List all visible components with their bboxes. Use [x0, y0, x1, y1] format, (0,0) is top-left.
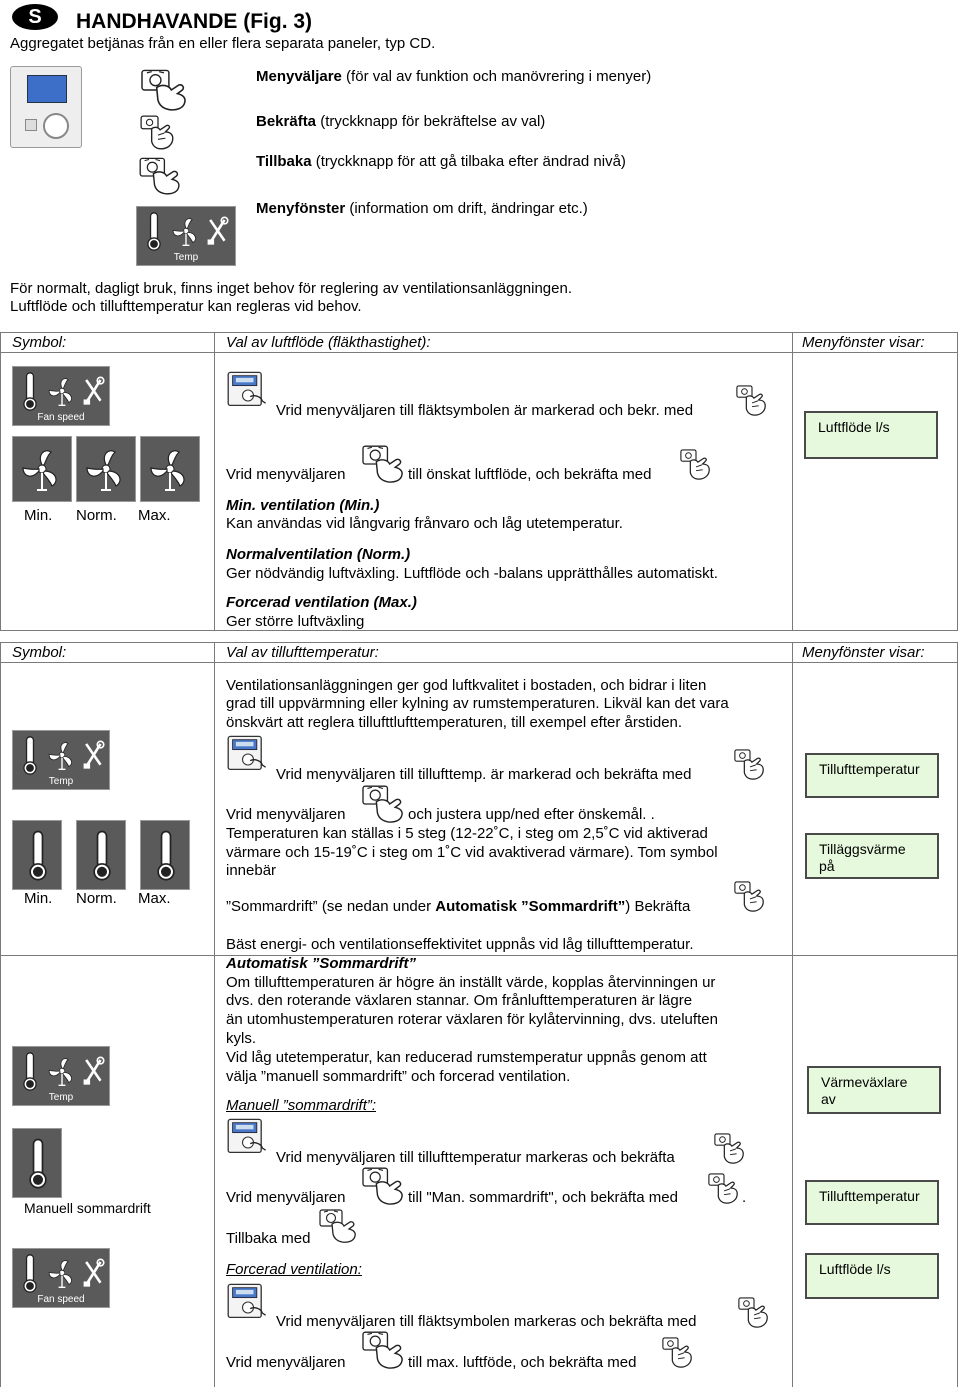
table-rule	[0, 662, 958, 663]
col-display-header: Menyfönster visar:	[802, 644, 925, 661]
thermometer-icon	[21, 827, 55, 883]
fan-icon	[45, 371, 79, 411]
step-text: till "Man. sommardrift", och bekräfta med	[408, 1189, 678, 1206]
panel-button	[25, 119, 37, 131]
panel-icon	[226, 1117, 270, 1157]
min-ventilation-text: Kan användas vid långvarig frånvaro och låg utetemperatur.	[226, 515, 623, 532]
thermometer-icon	[17, 369, 43, 413]
fan-icon	[45, 1253, 79, 1293]
level-label: Max.	[138, 890, 171, 907]
step-text: Vrid menyväljaren till fläktsymbolen markeras och bekräfta med	[276, 1313, 697, 1330]
para-line: grad till uppvärmning eller kylning av rumstemperaturen. Likväl kan det vara	[226, 695, 729, 712]
temp-caption: Temp	[48, 1092, 74, 1103]
control-label: Bekräfta	[256, 113, 317, 130]
step-text: .	[742, 1189, 747, 1206]
country-badge-letter: S	[28, 6, 42, 28]
max-ventilation-title: Forcerad ventilation (Max.)	[226, 594, 417, 611]
control-row-confirm	[256, 113, 545, 131]
summer-text-b: Automatisk ”Sommardrift”	[435, 898, 626, 915]
confirm-hand-icon	[706, 1172, 742, 1206]
summer-text	[226, 898, 690, 916]
auto-summer-line: Om tillufttemperaturen är högre än inställt värde, kopplas återvinningen ur	[226, 974, 716, 991]
panel-knob	[43, 113, 69, 139]
auto-summer-title: Automatisk ”Sommardrift”	[226, 955, 417, 972]
control-desc: (för val av funktion och manövrering i menyer)	[341, 68, 652, 85]
rotary-hand-icon	[360, 1166, 406, 1206]
forced-ventilation-title: Forcerad ventilation:	[226, 1261, 362, 1278]
back-hand-icon	[138, 152, 182, 200]
step-text: till önskat luftflöde, och bekräfta med	[408, 466, 652, 483]
rotary-hand-icon	[360, 784, 406, 824]
confirm-hand-icon	[736, 1296, 772, 1330]
display-text: Luftflöde l/s	[818, 419, 890, 435]
table-rule	[0, 332, 958, 333]
step-text: Temperaturen kan ställas i 5 steg (12-22˚C, i steg om 2,5˚C vid aktiverad	[226, 825, 708, 842]
table-rule	[957, 642, 958, 1387]
fan-norm-icon	[76, 436, 136, 502]
para-line: Ventilationsanläggningen ger god luftkvalitet i bostaden, och bidrar i liten	[226, 677, 707, 694]
table-rule	[0, 630, 958, 631]
panel-icon	[226, 370, 270, 410]
table-rule	[792, 332, 793, 630]
temp-menu-icon	[12, 730, 110, 790]
rotary-hand-icon	[360, 1330, 406, 1370]
thermo-min-icon	[12, 820, 62, 890]
thermometer-icon	[85, 827, 119, 883]
fan-speed-caption: Fan speed	[37, 412, 85, 423]
fan-icon	[17, 441, 67, 497]
norm-ventilation-title: Normalventilation (Norm.)	[226, 546, 411, 563]
menu-window-caption: Temp	[173, 252, 199, 263]
back-text: Tillbaka med	[226, 1230, 311, 1247]
auto-summer-line: Vid låg utetemperatur, kan reducerad rumstemperatur uppnås genom att	[226, 1049, 707, 1066]
fan-speed-menu-icon	[12, 1248, 110, 1308]
table-rule	[214, 332, 215, 630]
panel-icon	[226, 734, 270, 774]
fan-icon	[169, 211, 203, 251]
table-rule	[0, 332, 1, 630]
temp-caption: Temp	[48, 776, 74, 787]
auto-summer-line: än utomhustemperaturen roterar växlaren för kylåtervinning, dvs. uteluften	[226, 1011, 718, 1028]
confirm-hand-icon	[660, 1336, 696, 1370]
rotary-hand-icon	[360, 444, 406, 484]
level-label: Norm.	[76, 890, 117, 907]
manual-summer-icon	[12, 1128, 62, 1198]
step-text: till max. luftföde, och bekräfta med	[408, 1354, 637, 1371]
control-desc: (tryckknapp för bekräftelse av val)	[316, 113, 546, 130]
display-text: Tillufttemperatur	[819, 761, 920, 777]
tools-icon	[205, 213, 231, 249]
summer-text-c: ) Bekräfta	[625, 898, 691, 915]
country-badge	[12, 4, 58, 30]
rotary-hand-icon	[138, 68, 190, 112]
level-label: Min.	[24, 890, 53, 907]
table-rule	[0, 955, 958, 956]
control-panel-image	[10, 66, 82, 148]
panel-icon	[226, 1282, 270, 1322]
page-subtitle: Aggregatet betjänas från en eller flera separata paneler, typ CD.	[10, 35, 436, 52]
confirm-hand-icon	[732, 748, 768, 782]
control-row-back	[256, 153, 626, 171]
best-efficiency-text: Bäst energi- och ventilationseffektivitet uppnås vid låg tillufttemperatur.	[226, 936, 694, 953]
table-rule	[0, 352, 958, 353]
control-desc: (information om drift, ändringar etc.)	[345, 200, 588, 217]
norm-ventilation-text: Ger nödvändig luftväxling. Luftflöde och -balans upprätthålles automatiskt.	[226, 565, 718, 582]
thermo-norm-icon	[76, 820, 126, 890]
thermo-max-icon	[140, 820, 190, 890]
fan-max-icon	[140, 436, 200, 502]
thermometer-icon	[17, 733, 43, 777]
thermometer-icon	[17, 1251, 43, 1295]
page-title: HANDHAVANDE (Fig. 3)	[76, 10, 313, 33]
thermometer-icon	[149, 827, 183, 883]
tools-icon	[81, 1255, 107, 1291]
manual-summer-title: Manuell ”sommardrift”:	[226, 1097, 377, 1114]
step-text: Vrid menyväljaren	[226, 1354, 346, 1371]
col-action-header: Val av tillufttemperatur:	[226, 644, 379, 661]
thermometer-icon	[17, 1049, 43, 1093]
fan-speed-menu-icon	[12, 366, 110, 426]
col-action-header: Val av luftflöde (fläkthastighet):	[226, 334, 431, 351]
intro-line: Luftflöde och tillufttemperatur kan regleras vid behov.	[10, 298, 362, 315]
display-text: Värmeväxlare av	[821, 1074, 908, 1107]
level-label: Max.	[138, 507, 171, 524]
auto-summer-line: dvs. den roterande växlaren stannar. Om frånlufttemperaturen är lägre	[226, 992, 693, 1009]
min-ventilation-title: Min. ventilation (Min.)	[226, 497, 380, 514]
panel-display	[27, 75, 67, 103]
step-text: Vrid menyväljaren	[226, 1189, 346, 1206]
temp-menu-icon	[12, 1046, 110, 1106]
display-supply-temp	[805, 753, 939, 798]
display-heat-exchanger-off	[807, 1066, 941, 1114]
tools-icon	[81, 1053, 107, 1089]
fan-icon	[81, 441, 131, 497]
auto-summer-line: kyls.	[226, 1030, 256, 1047]
level-label: Min.	[24, 507, 53, 524]
intro-line: För normalt, dagligt bruk, finns inget behov för reglering av ventilationsanläggningen.	[10, 280, 573, 297]
back-hand-icon	[318, 1206, 358, 1246]
confirm-hand-icon	[138, 114, 178, 152]
confirm-hand-icon	[732, 880, 768, 914]
table-rule	[0, 642, 958, 643]
step-text: Vrid menyväljaren till fläktsymbolen är markerad och bekr. med	[276, 402, 694, 419]
step-text: värmare och 15-19˚C i steg om 1˚C vid avaktiverad värmare). Tom symbol	[226, 844, 718, 861]
step-text: innebär	[226, 862, 277, 879]
table-rule	[957, 332, 958, 630]
thermometer-icon	[141, 209, 167, 253]
display-airflow	[805, 1253, 939, 1299]
display-text: Tillufttemperatur	[819, 1188, 920, 1204]
col-display-header: Menyfönster visar:	[802, 334, 925, 351]
confirm-hand-icon	[678, 448, 714, 482]
menu-window-icon	[136, 206, 236, 266]
manual-summer-label: Manuell sommardrift	[24, 1200, 151, 1216]
confirm-hand-icon	[712, 1132, 748, 1166]
control-row-selector	[256, 68, 651, 86]
fan-icon	[45, 1051, 79, 1091]
display-supply-temp	[805, 1180, 939, 1225]
control-label: Menyfönster	[256, 200, 346, 217]
fan-min-icon	[12, 436, 72, 502]
display-text: Luftflöde l/s	[819, 1261, 891, 1277]
summer-text-a: ”Sommardrift” (se nedan under	[226, 898, 436, 915]
auto-summer-line: välja ”manuell sommardrift” och forcerad ventilation.	[226, 1068, 571, 1085]
level-label: Norm.	[76, 507, 117, 524]
table-rule	[792, 642, 793, 1387]
display-extra-heat	[805, 833, 939, 879]
fan-icon	[145, 441, 195, 497]
thermometer-icon	[21, 1135, 55, 1191]
table-rule	[0, 642, 1, 1387]
control-label: Tillbaka	[256, 153, 312, 170]
control-row-window	[256, 200, 588, 218]
step-text: Vrid menyväljaren till tillufttemp. är markerad och bekräfta med	[276, 766, 692, 783]
tools-icon	[81, 737, 107, 773]
fan-speed-caption: Fan speed	[37, 1294, 85, 1305]
control-desc: (tryckknapp för att gå tilbaka efter ändrad nivå)	[311, 153, 626, 170]
para-line: önskvärt att reglera tillufttlufttemperaturen, till exempel efter årstiden.	[226, 714, 683, 731]
col-symbol-header: Symbol:	[12, 644, 67, 661]
control-label: Menyväljare	[256, 68, 342, 85]
tools-icon	[81, 373, 107, 409]
table-rule	[214, 642, 215, 1387]
max-ventilation-text: Ger större luftväxling	[226, 613, 365, 630]
confirm-hand-icon	[734, 384, 770, 418]
step-text: Vrid menyväljaren till tillufttemperatur markeras och bekräfta	[276, 1149, 675, 1166]
step-text: Vrid menyväljaren	[226, 466, 346, 483]
display-text: Tilläggsvärme på	[819, 841, 906, 874]
col-symbol-header: Symbol:	[12, 334, 67, 351]
fan-icon	[45, 735, 79, 775]
step-text: Vrid menyväljaren	[226, 806, 346, 823]
display-airflow	[804, 411, 938, 459]
step-text: och justera upp/ned efter önskemål. .	[408, 806, 655, 823]
